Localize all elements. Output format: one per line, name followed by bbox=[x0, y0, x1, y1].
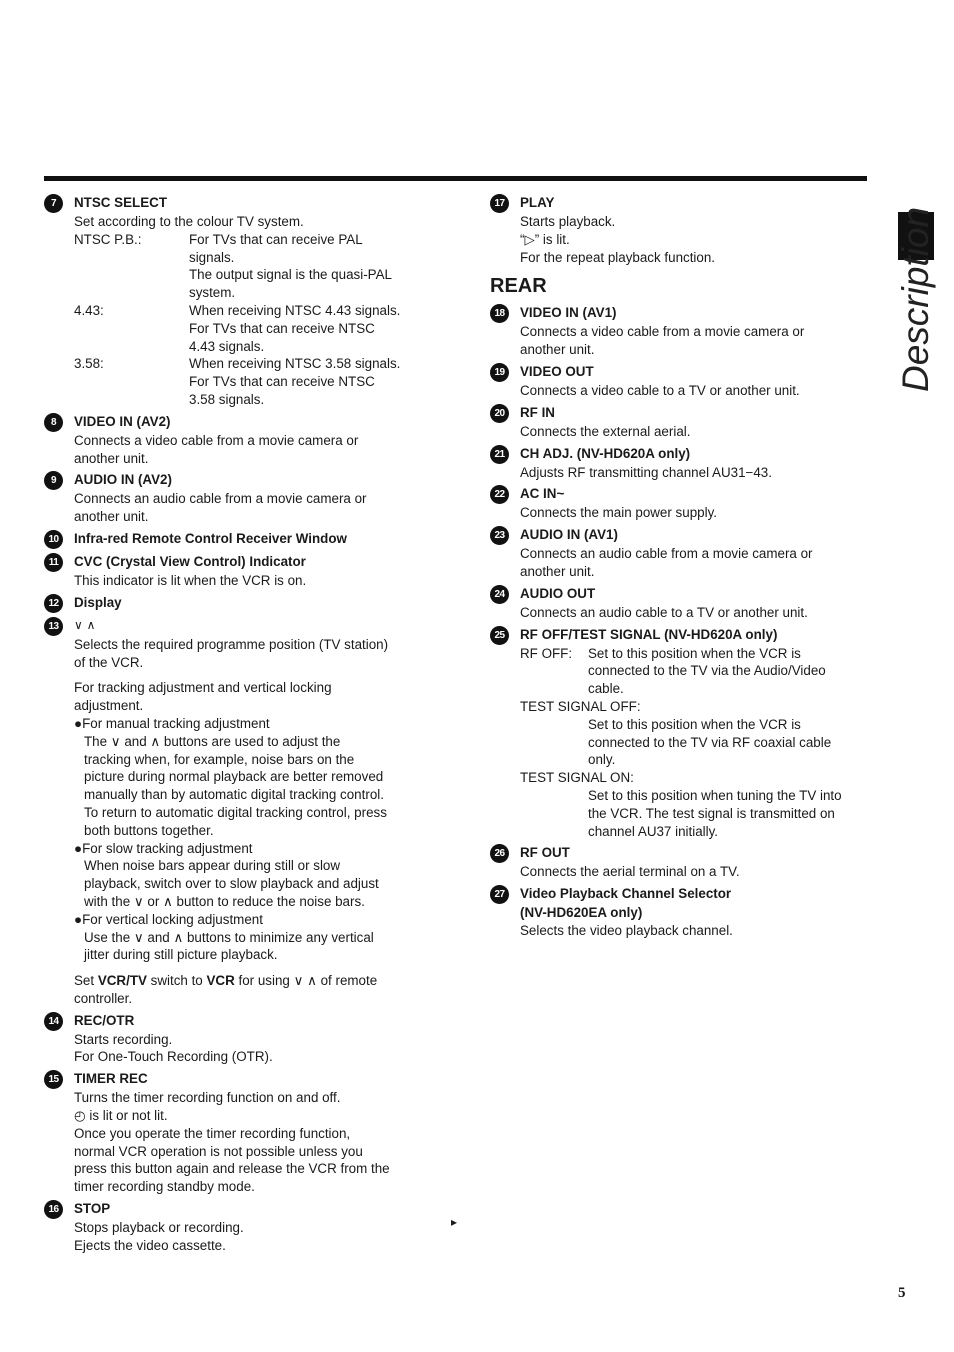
item-text: ◴ is lit or not lit. bbox=[74, 1108, 168, 1124]
number-badge: 19 bbox=[490, 363, 509, 382]
number-badge: 16 bbox=[44, 1200, 63, 1219]
item-title-cont: (NV-HD620EA only) bbox=[520, 905, 643, 921]
number-badge: 21 bbox=[490, 445, 509, 464]
item-text: Selects the required programme position (TV station) bbox=[74, 636, 389, 652]
desc-line: cable. bbox=[588, 681, 624, 697]
item-text: Ejects the video cassette. bbox=[74, 1237, 226, 1253]
number-badge: 22 bbox=[490, 485, 509, 504]
item-text: “▷” is lit. bbox=[520, 231, 570, 247]
up-down-arrow-icon: ∨ ∧ bbox=[74, 617, 96, 632]
item-text: Turns the timer recording function on and off. bbox=[74, 1090, 341, 1106]
item-display bbox=[44, 594, 434, 613]
item-text: Set according to the colour TV system. bbox=[74, 214, 304, 229]
definition-list bbox=[520, 645, 870, 698]
item-text: playback, switch over to slow playback and adjust bbox=[84, 876, 379, 892]
bullet-heading: ●For slow tracking adjustment bbox=[74, 840, 253, 856]
item-video-in-av1 bbox=[490, 304, 870, 359]
number-badge: 11 bbox=[44, 553, 63, 572]
left-column bbox=[44, 194, 434, 1259]
item-text: controller. bbox=[74, 990, 133, 1006]
note-text: for using ∨ ∧ of remote bbox=[234, 973, 378, 989]
desc-line: 3.58 signals. bbox=[189, 391, 265, 407]
item-text: manually than by automatic digital tracking control. bbox=[84, 787, 384, 803]
item-title: AUDIO IN (AV1) bbox=[520, 527, 618, 543]
number-badge: 18 bbox=[490, 304, 509, 323]
item-text: another unit. bbox=[520, 342, 595, 358]
item-video-in-av2 bbox=[44, 413, 434, 468]
item-text: Starts recording. bbox=[74, 1031, 173, 1047]
item-infrared-window bbox=[44, 530, 434, 549]
item-text: Once you operate the timer recording function, bbox=[74, 1125, 351, 1141]
desc-line: For TVs that can receive PAL bbox=[189, 231, 363, 247]
note-text: Set bbox=[74, 973, 98, 989]
item-title: RF OUT bbox=[520, 845, 570, 861]
item-text: Connects a video cable from a movie camera or bbox=[520, 324, 805, 340]
item-stop bbox=[44, 1200, 434, 1255]
item-text: The ∨ and ∧ buttons are used to adjust the bbox=[84, 733, 341, 749]
desc-line: signals. bbox=[189, 249, 235, 265]
item-text: Connects the aerial terminal on a TV. bbox=[520, 864, 740, 880]
item-title: AC IN~ bbox=[520, 486, 565, 502]
item-text: Starts playback. bbox=[520, 214, 616, 229]
number-badge: 24 bbox=[490, 585, 509, 604]
item-text: with the ∨ or ∧ button to reduce the noise bars. bbox=[84, 893, 365, 909]
item-text: jitter during still picture playback. bbox=[84, 947, 278, 963]
desc-line: For TVs that can receive NTSC bbox=[189, 320, 375, 336]
item-text: Use the ∨ and ∧ buttons to minimize any vertical bbox=[84, 929, 374, 945]
number-badge: 13 bbox=[44, 617, 63, 636]
item-title: RF IN bbox=[520, 404, 555, 420]
item-title: Video Playback Channel Selector bbox=[520, 886, 732, 902]
item-text: Adjusts RF transmitting channel AU31−43. bbox=[520, 464, 772, 480]
number-badge: 26 bbox=[490, 844, 509, 863]
number-badge: 23 bbox=[490, 526, 509, 545]
desc-line: channel AU37 initially. bbox=[588, 823, 719, 839]
item-ac-in bbox=[490, 485, 870, 522]
term: RF OFF: bbox=[520, 645, 573, 661]
stray-mark: ▸ bbox=[451, 1215, 458, 1229]
desc-line: Set to this position when the VCR is bbox=[588, 716, 801, 732]
desc-line: Set to this position when tuning the TV into bbox=[588, 787, 842, 803]
desc-line: connected to the TV via the Audio/Video bbox=[588, 663, 826, 679]
item-channel-buttons bbox=[44, 617, 434, 1008]
item-title: AUDIO IN (AV2) bbox=[74, 472, 172, 488]
item-text: Connects an audio cable to a TV or another unit. bbox=[520, 604, 808, 620]
item-title: REC/OTR bbox=[74, 1012, 135, 1028]
note-bold: VCR bbox=[206, 973, 235, 989]
bullet-heading: ●For manual tracking adjustment bbox=[74, 715, 270, 731]
item-ntsc-select bbox=[44, 194, 434, 409]
number-badge: 7 bbox=[44, 194, 63, 213]
item-title: VIDEO OUT bbox=[520, 363, 594, 379]
item-title: VIDEO IN (AV1) bbox=[520, 305, 617, 321]
item-audio-out bbox=[490, 585, 870, 622]
note-bold: VCR/TV bbox=[97, 973, 147, 989]
desc-line: 4.43 signals. bbox=[189, 338, 265, 354]
item-text: both buttons together. bbox=[84, 822, 214, 838]
item-text: Connects the main power supply. bbox=[520, 505, 717, 521]
item-text: of the VCR. bbox=[74, 654, 144, 670]
number-badge: 25 bbox=[490, 626, 509, 645]
item-title: Infra-red Remote Control Receiver Window bbox=[74, 530, 347, 546]
item-title: TIMER REC bbox=[74, 1071, 148, 1087]
item-rf-out bbox=[490, 844, 870, 881]
number-badge: 27 bbox=[490, 885, 509, 904]
item-rec-otr bbox=[44, 1012, 434, 1067]
term: TEST SIGNAL ON: bbox=[520, 770, 634, 786]
page-number: 5 bbox=[898, 1285, 906, 1301]
right-column bbox=[490, 194, 870, 944]
item-text: To return to automatic digital tracking control, press bbox=[84, 804, 387, 820]
item-text: press this button again and release the VCR from the bbox=[74, 1161, 390, 1177]
top-rule bbox=[44, 176, 867, 181]
item-text: For tracking adjustment and vertical locking bbox=[74, 680, 332, 696]
item-text: Selects the video playback channel. bbox=[520, 922, 733, 938]
item-text: another unit. bbox=[74, 509, 149, 525]
number-badge: 17 bbox=[490, 194, 509, 213]
item-text: Connects the external aerial. bbox=[520, 423, 691, 439]
item-title: STOP bbox=[74, 1201, 111, 1217]
number-badge: 10 bbox=[44, 530, 63, 549]
item-title: CH ADJ. (NV-HD620A only) bbox=[520, 445, 691, 461]
item-text: another unit. bbox=[74, 450, 149, 466]
desc-line: connected to the TV via RF coaxial cable bbox=[588, 734, 832, 750]
number-badge: 14 bbox=[44, 1012, 63, 1031]
item-title: RF OFF/TEST SIGNAL (NV-HD620A only) bbox=[520, 626, 778, 642]
item-title: CVC (Crystal View Control) Indicator bbox=[74, 553, 306, 569]
section-heading-rear: REAR bbox=[490, 275, 547, 298]
item-text: tracking when, for example, noise bars on the bbox=[84, 751, 355, 767]
number-badge: 12 bbox=[44, 594, 63, 613]
item-text: timer recording standby mode. bbox=[74, 1179, 255, 1195]
remote-note bbox=[74, 972, 434, 990]
desc-line: Set to this position when the VCR is bbox=[588, 645, 801, 661]
item-text: adjustment. bbox=[74, 698, 144, 714]
number-badge: 8 bbox=[44, 413, 63, 432]
item-title: AUDIO OUT bbox=[520, 585, 596, 601]
item-text: For the repeat playback function. bbox=[520, 249, 716, 265]
item-ch-adj bbox=[490, 445, 870, 482]
term: NTSC P.B.: bbox=[74, 231, 142, 247]
term: TEST SIGNAL OFF: bbox=[520, 698, 641, 714]
item-text: Connects a video cable to a TV or another unit. bbox=[520, 382, 800, 398]
item-text: For One-Touch Recording (OTR). bbox=[74, 1049, 273, 1065]
desc-line: the VCR. The test signal is transmitted on bbox=[588, 805, 835, 821]
desc-line: only. bbox=[588, 752, 616, 768]
item-title: Display bbox=[74, 594, 122, 610]
item-video-playback-channel-selector bbox=[490, 885, 870, 940]
item-cvc-indicator bbox=[44, 553, 434, 590]
item-text: Connects a video cable from a movie camera or bbox=[74, 432, 359, 448]
term: 3.58: bbox=[74, 356, 104, 372]
number-badge: 20 bbox=[490, 404, 509, 423]
desc-line: When receiving NTSC 3.58 signals. bbox=[189, 356, 401, 372]
item-text: picture during normal playback are better removed bbox=[84, 769, 384, 785]
desc-line: For TVs that can receive NTSC bbox=[189, 374, 375, 390]
item-timer-rec bbox=[44, 1070, 434, 1196]
item-video-out bbox=[490, 363, 870, 400]
item-text: normal VCR operation is not possible unless you bbox=[74, 1143, 363, 1159]
number-badge: 15 bbox=[44, 1070, 63, 1089]
section-side-label: Description bbox=[895, 206, 936, 392]
item-text: Connects an audio cable from a movie camera or bbox=[520, 546, 813, 562]
desc-line: When receiving NTSC 4.43 signals. bbox=[189, 302, 401, 318]
desc-line: The output signal is the quasi-PAL bbox=[189, 267, 392, 283]
item-text: Stops playback or recording. bbox=[74, 1220, 244, 1236]
item-rf-off-test-signal bbox=[490, 626, 870, 841]
item-audio-in-av1 bbox=[490, 526, 870, 581]
note-text: switch to bbox=[146, 973, 207, 989]
item-text: When noise bars appear during still or slow bbox=[84, 858, 341, 874]
item-title: PLAY bbox=[520, 195, 555, 210]
definition-list bbox=[74, 231, 434, 409]
item-play bbox=[490, 194, 870, 266]
desc-line: system. bbox=[189, 285, 236, 301]
item-audio-in-av2 bbox=[44, 471, 434, 526]
item-text: This indicator is lit when the VCR is on. bbox=[74, 572, 307, 588]
bullet-heading: ●For vertical locking adjustment bbox=[74, 911, 263, 927]
number-badge: 9 bbox=[44, 471, 63, 490]
item-title: NTSC SELECT bbox=[74, 195, 167, 210]
item-text: Connects an audio cable from a movie camera or bbox=[74, 491, 367, 507]
item-text: another unit. bbox=[520, 563, 595, 579]
item-title: VIDEO IN (AV2) bbox=[74, 413, 171, 429]
item-rf-in bbox=[490, 404, 870, 441]
term: 4.43: bbox=[74, 302, 104, 318]
